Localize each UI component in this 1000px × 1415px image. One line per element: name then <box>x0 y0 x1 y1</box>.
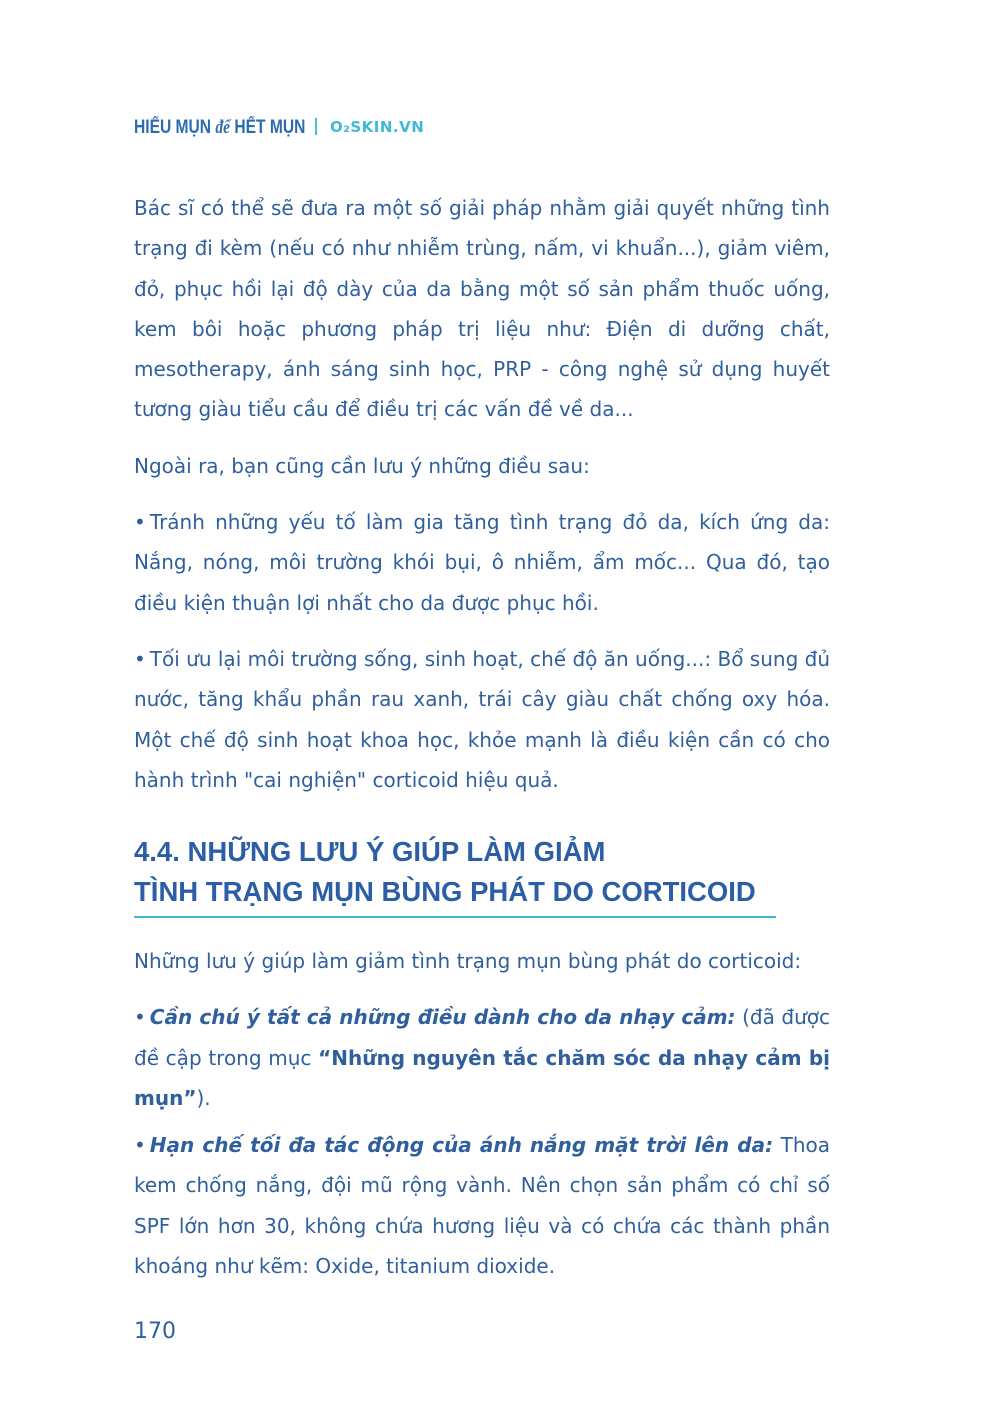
book-title: HIỂU MỤN để HẾT MỤN <box>134 117 306 138</box>
section-intro: Những lưu ý giúp làm giảm tình trạng mụn bùng phát do corticoid: <box>134 949 802 973</box>
bullet-icon: • <box>134 510 146 535</box>
page-number: 170 <box>134 1319 176 1344</box>
bullet-icon: • <box>134 646 146 671</box>
bullet-sun-protection: • Hạn chế tối đa tác động của ánh nắng mặt trời lên da: Thoa kem chống nắng, đội mũ rộng vành. Nên chọn sản phẩm có chỉ số SPF lớn hơn 30, không chứa hương liệu và có chứa các thành phần khoáng như kẽm: Oxide, titanium dioxide. <box>134 1133 830 1279</box>
bullet-icon: • <box>134 1005 146 1030</box>
header-separator: | <box>313 116 320 136</box>
body-text-bottom <box>134 941 830 1286</box>
bullet-icon: • <box>134 1133 146 1158</box>
section-heading <box>134 832 776 918</box>
paragraph-doctor-solutions: Bác sĩ có thể sẽ đưa ra một số giải pháp nhằm giải quyết những tình trạng đi kèm (nếu có như nhiễm trùng, nấm, vi khuẩn...), giảm viêm, đỏ, phục hồi lại độ dày của da bằng một số sản phẩm thuốc uống, kem bôi hoặc phương pháp trị liệu như: Điện di dưỡng chất, mesotherapy, ánh sáng sinh học, PRP - công nghệ sử dụng huyết tương giàu tiểu cầu để điều trị các vấn đề về da... <box>134 196 830 422</box>
running-header <box>134 116 425 140</box>
bullet-sensitive-skin: • Cần chú ý tất cả những điều dành cho da nhạy cảm: (đã được đề cập trong mục “Những nguyên tắc chăm sóc da nhạy cảm bị mụn”). <box>134 1005 831 1110</box>
paragraph-notes-intro: Ngoài ra, bạn cũng cần lưu ý những điều sau: <box>134 453 590 478</box>
section-heading-line-2: TÌNH TRẠNG MỤN BÙNG PHÁT DO CORTICOID <box>134 876 756 907</box>
bullet-avoid-factors: • Tránh những yếu tố làm gia tăng tình trạng đỏ da, kích ứng da: Nắng, nóng, môi trường khói bụi, ô nhiễm, ẩm mốc... Qua đó, tạo điều kiện thuận lợi nhất cho da được phục hồi. <box>134 510 830 615</box>
body-text-top <box>134 188 830 800</box>
section-heading-line-1: 4.4. NHỮNG LƯU Ý GIÚP LÀM GIẢM <box>134 836 606 867</box>
site-name: O₂SKIN.VN <box>330 118 425 136</box>
bullet-optimize-lifestyle: • Tối ưu lại môi trường sống, sinh hoạt, chế độ ăn uống...: Bổ sung đủ nước, tăng khẩu phần rau xanh, trái cây giàu chất chống oxy hóa. Một chế độ sinh hoạt khoa học, khỏe mạnh là điều kiện cần có cho hành trình "cai nghiện" corticoid hiệu quả. <box>134 646 830 792</box>
